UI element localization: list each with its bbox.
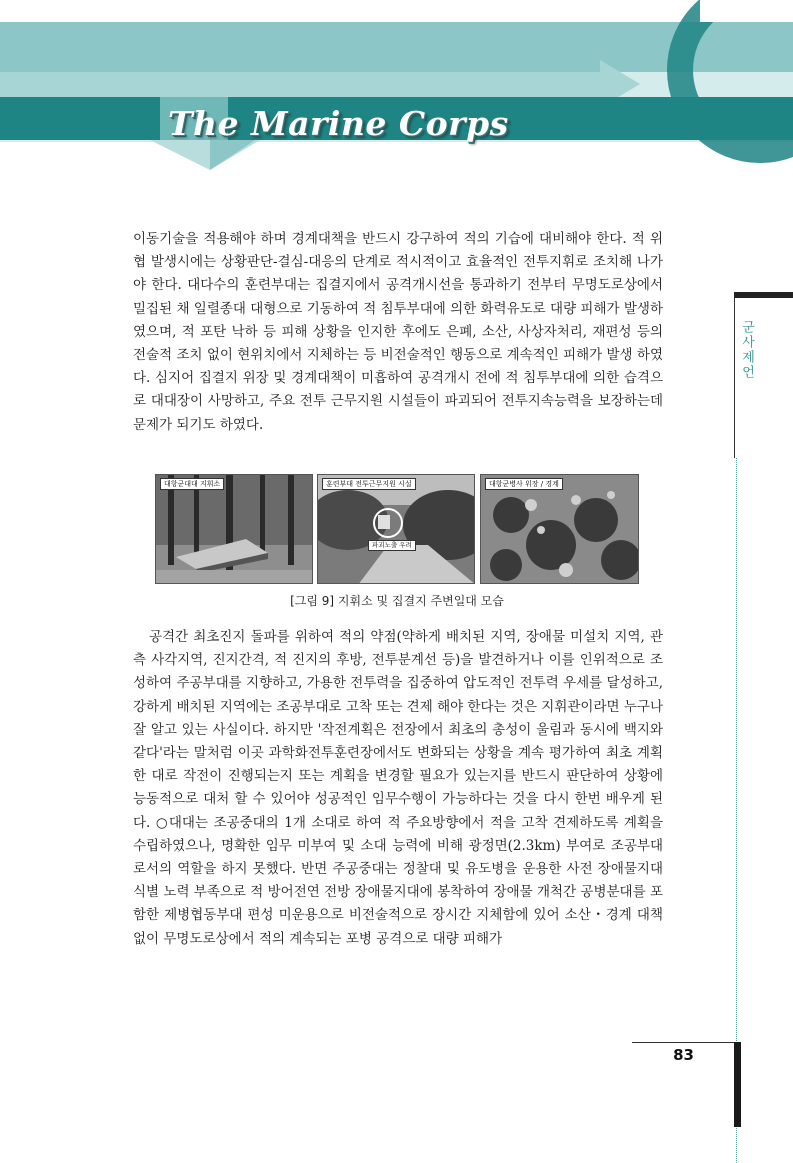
side-tab-label: 군사제언 <box>739 320 754 380</box>
figure-photos <box>155 474 639 584</box>
body-paragraph-1: 이동기술을 적용해야 하며 경계대책을 반드시 강구하여 적의 기습에 대비해야 한다. 적 위협 발생시에는 상황판단-결심-대응의 단계로 적시적이고 효율적인 전투지휘로 조치해 나가야 한다. 대다수의 훈련부대는 집결지에서 공격개시선을 통과하기 전부터 무명도로상에서 밀집된 채 일렬종대 대형으로 기동하여 적 침투부대에 의한 화력유도로 대량 피해가 발생하였으며, 적 포탄 낙하 등 피해 상황을 인지한 후에도 은폐, 소산, 사상자처리, 재편성 등의 전술적 조치 없이 현위치에서 지체하는 등 비전술적인 행동으로 계속적인 피해가 발생 하였다. 심지어 집결지 위장 및 경계대책이 미흡하여 공격개시 전에 적 침투부대에 의한 습격으로 대대장이 사망하고, 주요 전투 근무지원 시설들이 파괴되어 전투지속능력을 보장하는데 문제가 되기도 하였다. <box>133 231 663 433</box>
photo-command-post-image <box>156 475 313 584</box>
side-tab-line <box>734 298 735 458</box>
photo-support-facility-image <box>318 475 475 584</box>
photo-label-2: 훈련부대 전투근무지원 시설 <box>322 478 416 490</box>
page-corner-block <box>734 1042 741 1127</box>
photo-sub-label: 파괴노출 우려 <box>368 540 416 551</box>
photo-label-1: 대항군대대 지휘소 <box>160 478 224 490</box>
photo-camouflage-image <box>481 475 639 584</box>
photo-command-post <box>155 474 313 584</box>
header-banner <box>0 0 793 200</box>
body-paragraph-2: 공격간 최초진지 돌파를 위하여 적의 약점(약하게 배치된 지역, 장애물 미설치 지역, 관측 사각지역, 진지간격, 적 진지의 후방, 전투분계선 등)을 발견하거나 이를 인위적으로 조성하여 주공부대를 지향하고, 가용한 전투력을 집중하여 압도적인 전투력 우세를 달성하고, 강하게 배치된 지역에는 조공부대로 고착 또는 견제 해야 한다는 것은 지휘관이라면 누구나 잘 알고 있는 사실이다. 하지만 '작전계획은 전장에서 최초의 총성이 울림과 동시에 백지와 같다'라는 말처럼 이곳 과학화전투훈련장에서도 변화되는 상황을 계속 평가하여 최초 계획한 대로 작전이 진행되는지 또는 계획을 변경할 필요가 있는지를 반드시 판단하여 상황에 능동적으로 대처 할 수 있어야 성공적인 임무수행이 가능하다는 것을 다시 한번 배우게 된다. ○대대는 조공중대의 1개 소대로 하여 적 주요방향에서 적을 고착 견제하도록 계획을 수립하였으나, 명확한 임무 미부여 및 소대 능력에 비해 광정면(2.3km) 부여로 조공부대로서의 역할을 하지 못했다. 반면 주공중대는 정찰대 및 유도병을 운용한 사전 장애물지대 식별 노력 부족으로 적 방어전연 전방 장애물지대에 봉착하여 장애물 개척간 공병분대를 포함한 제병협동부대 편성 미운용으로 비전술적으로 장시간 지체함에 있어 소산・경계 대책없이 무명도로상에서 적의 계속되는 포병 공격으로 대량 피해가 <box>133 629 663 947</box>
header-title: The Marine Corps <box>168 104 509 143</box>
side-tab <box>734 292 793 1132</box>
photo-support-facility <box>317 474 475 584</box>
figure-caption: [그림 9] 지휘소 및 집결지 주변일대 모습 <box>290 594 504 608</box>
photo-camouflage <box>480 474 639 584</box>
page-number: 83 <box>673 1046 694 1064</box>
page-number-rule <box>632 1042 734 1043</box>
photo-label-3: 대항군병사 위장 / 경계 <box>485 478 563 490</box>
side-tab-bar <box>734 292 793 298</box>
